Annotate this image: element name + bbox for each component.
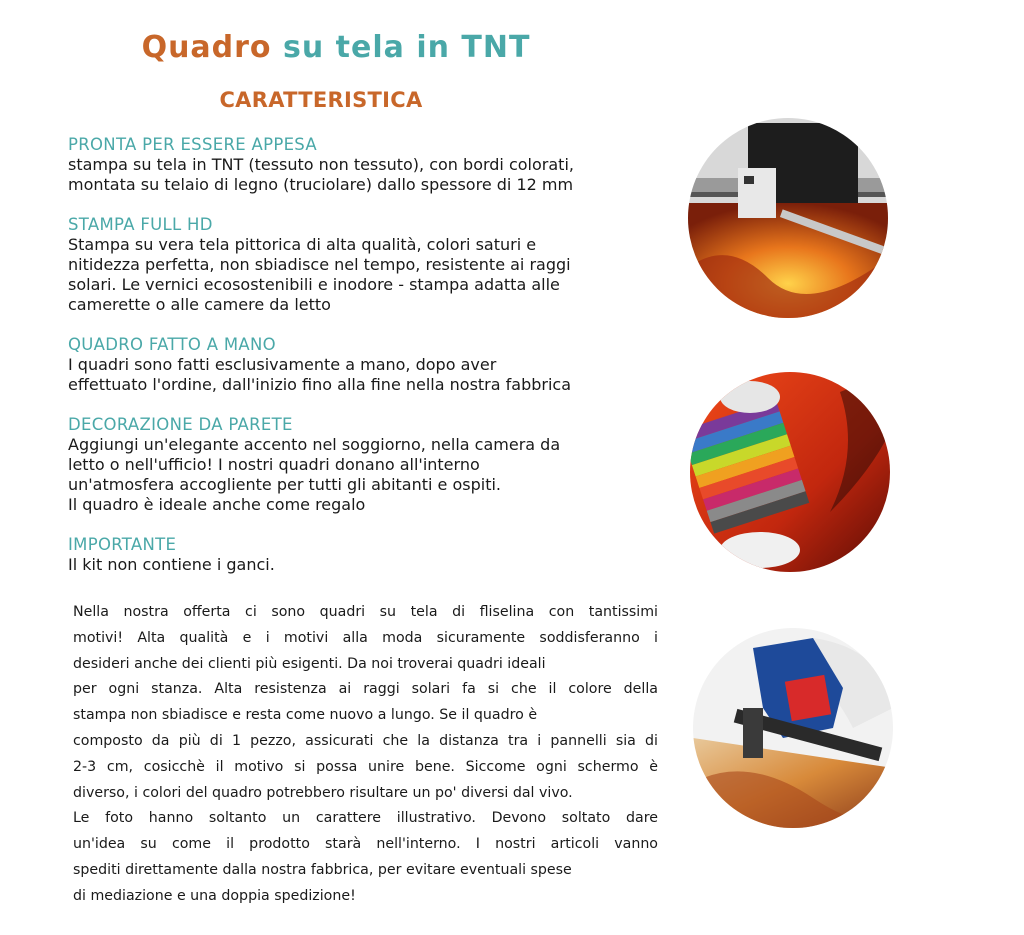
feature-heading: PRONTA PER ESSERE APPESA [68, 135, 317, 154]
page-title [0, 30, 672, 65]
feature-text: I quadri sono fatti esclusivamente a mano, dopo aver effettuato l'ordine, dall'inizio fino alla fine nella nostra fabbrica [68, 355, 572, 394]
feature-wall-decoration [68, 415, 668, 515]
feature-heading: IMPORTANTE [68, 535, 177, 554]
feature-text: stampa su tela in TNT (tessuto non tessuto), con bordi colorati, montata su telaio di legno (truciolare) dallo spessore di 12 mm [68, 155, 574, 194]
title-part-1: Quadro [141, 30, 272, 65]
feature-important [68, 535, 668, 575]
feature-heading: DECORAZIONE DA PARETE [68, 415, 293, 434]
color-swatches-photo [690, 372, 890, 572]
printer-photo [688, 118, 888, 318]
feature-heading: QUADRO FATTO A MANO [68, 335, 276, 354]
feature-full-hd [68, 215, 668, 315]
feature-handmade [68, 335, 668, 395]
feature-text: Aggiungi un'elegante accento nel soggiorno, nella camera da letto o nell'ufficio! I nostri quadri donano all'interno un'atmosfera accogliente per tutti gli abitanti e ospiti. Il quadro è ideale anche come regalo [68, 435, 561, 514]
title-part-2: su tela in TNT [283, 30, 531, 65]
section-subtitle: CARATTERISTICA [219, 88, 423, 112]
feature-text: Stampa su vera tela pittorica di alta qualità, colori saturi e nitidezza perfetta, non sbiadisce nel tempo, resistente ai raggi solari. Le vernici ecosostenibili e inodore - stampa adatta alle camerette o alle camere da letto [68, 235, 571, 314]
feature-ready-to-hang [68, 135, 668, 195]
feature-text: Il kit non contiene i ganci. [68, 555, 275, 574]
feature-heading: STAMPA FULL HD [68, 215, 213, 234]
staple-gun-photo [693, 628, 893, 828]
description-paragraph: Nella nostra offerta ci sono quadri su tela di fliselina con tantissimi motivi! Alta qualità e i motivi alla moda sicuramente soddisferanno i desideri anche dei clienti più esigenti. Da noi troverai quadri ideali per ogni stanza. Alta resistenza ai raggi solari fa si che il colore della stampa non sbiadisce e resta come nuovo a lungo. Se il quadro è composto da più di 1 pezzo, assicurati che la distanza tra i pannelli sia di 2-3 cm, cosicchè il motivo si possa unire bene. Siccome ogni schermo è diverso, i colori del quadro potrebbero risultare un po' diversi dal vivo. Le foto hanno soltanto un carattere illustrativo. Devono soltato dare un'idea su come il prodotto starà nell'interno. I nostri articoli vanno spediti direttamente dalla nostra fabbrica, per evitare eventuali spese di mediazione e una doppia spedizione! [73, 604, 658, 904]
